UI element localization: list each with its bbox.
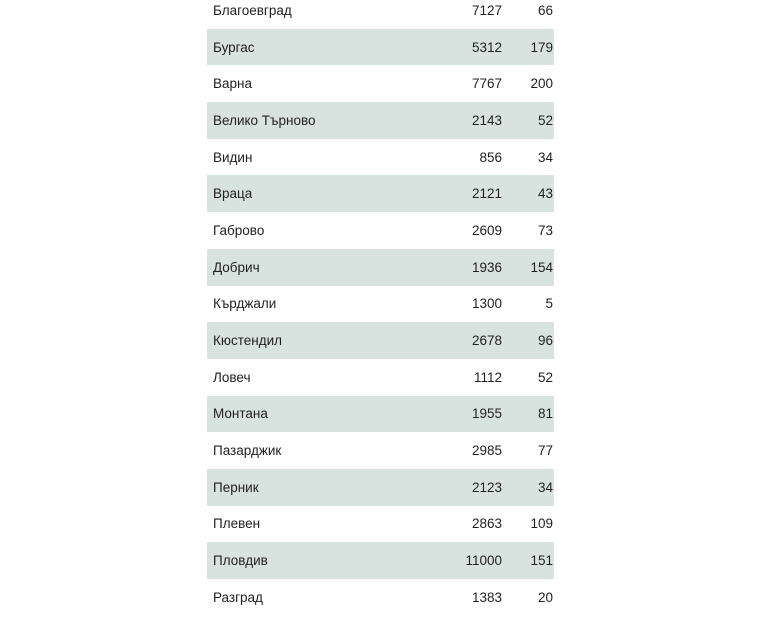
value-a-cell: 2863	[471, 516, 502, 532]
value-a-cell: 2121	[471, 186, 502, 202]
value-b-cell: 34	[537, 479, 553, 495]
value-b-cell: 109	[530, 516, 553, 532]
table-row	[207, 396, 554, 433]
table-row	[207, 432, 554, 469]
value-a-cell: 2143	[471, 112, 502, 128]
region-name-cell: Благоевград	[213, 2, 292, 18]
table-row	[207, 212, 554, 249]
region-name-cell: Монтана	[213, 406, 268, 422]
value-b-cell: 52	[537, 369, 553, 385]
region-name-cell: Бургас	[213, 39, 255, 55]
table-row	[207, 139, 554, 176]
region-name-cell: Плевен	[213, 516, 261, 532]
value-b-cell: 52	[537, 112, 553, 128]
region-name-cell: Габрово	[213, 222, 265, 238]
value-b-cell: 77	[537, 443, 553, 459]
table-row	[207, 65, 554, 102]
value-a-cell: 2123	[471, 479, 502, 495]
value-a-cell: 1112	[473, 369, 502, 385]
value-b-cell: 154	[530, 259, 553, 275]
value-b-cell: 96	[537, 333, 553, 349]
value-a-cell: 1955	[471, 406, 502, 422]
value-a-cell: 7767	[471, 76, 502, 92]
value-a-cell: 11000	[465, 553, 502, 569]
value-a-cell: 7127	[471, 2, 502, 18]
region-name-cell: Велико Търново	[213, 112, 316, 128]
value-a-cell: 2678	[471, 333, 502, 349]
value-b-cell: 34	[537, 149, 553, 165]
table-row	[207, 0, 554, 29]
value-b-cell: 5	[545, 296, 553, 312]
value-b-cell: 43	[537, 186, 553, 202]
region-name-cell: Кърджали	[213, 296, 277, 312]
table-row	[207, 322, 554, 359]
table-row	[207, 249, 554, 286]
region-name-cell: Перник	[213, 479, 259, 495]
value-a-cell: 1300	[471, 296, 502, 312]
region-name-cell: Враца	[213, 186, 253, 202]
table-row	[207, 29, 554, 66]
value-a-cell: 2609	[471, 222, 502, 238]
region-name-cell: Добрич	[213, 259, 260, 275]
value-a-cell: 2985	[471, 443, 502, 459]
region-name-cell: Кюстендил	[213, 333, 283, 349]
region-name-cell: Ловеч	[213, 369, 251, 385]
table-row	[207, 506, 554, 543]
value-b-cell: 179	[530, 39, 553, 55]
table-row	[207, 579, 554, 616]
region-name-cell: Видин	[213, 149, 253, 165]
value-a-cell: 856	[479, 149, 502, 165]
table-row	[207, 286, 554, 323]
value-b-cell: 151	[530, 553, 553, 569]
value-a-cell: 1383	[471, 589, 502, 605]
value-a-cell: 5312	[471, 39, 502, 55]
region-name-cell: Пазарджик	[213, 443, 282, 459]
value-a-cell: 1936	[471, 259, 502, 275]
data-table	[207, 0, 554, 616]
table-row	[207, 469, 554, 506]
region-name-cell: Варна	[213, 76, 252, 92]
region-name-cell: Разград	[213, 589, 263, 605]
table-row	[207, 542, 554, 579]
value-b-cell: 81	[537, 406, 553, 422]
value-b-cell: 73	[537, 222, 553, 238]
table-row	[207, 175, 554, 212]
region-name-cell: Пловдив	[213, 553, 268, 569]
value-b-cell: 20	[537, 589, 553, 605]
table-row	[207, 359, 554, 396]
value-b-cell: 200	[530, 76, 553, 92]
table-row	[207, 102, 554, 139]
value-b-cell: 66	[537, 2, 553, 18]
